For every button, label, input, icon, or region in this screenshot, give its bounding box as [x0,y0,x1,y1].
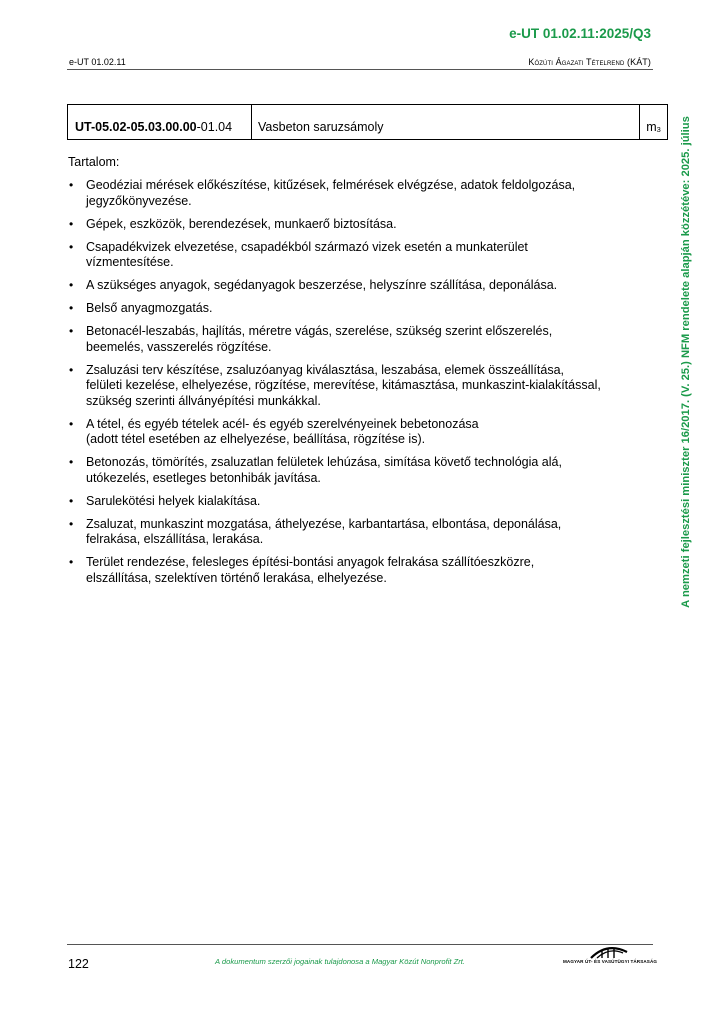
bullet-icon: • [69,324,74,338]
bullet-icon: • [69,178,74,192]
copyright-notice: A dokumentum szerzői jogainak tulajdonosa a Magyar Közút Nonprofit Zrt. [215,957,466,966]
item-code-bold: UT-05.02-05.03.00.00 [75,120,197,134]
list-item-line: Geodéziai mérések előkészítése, kitűzések, felmérések elvégzése, adatok feldolgozása, [86,178,576,192]
item-table [67,104,668,140]
header-left-code: e-UT 01.02.11 [69,57,126,67]
bullet-icon: • [69,362,74,377]
bullet-icon: • [69,301,74,315]
item-name: Vasbeton saruzsámoly [258,120,384,134]
list-item-line: Gépek, eszközök, berendezések, munkaerő biztosítása. [86,216,397,231]
document-code: e-UT 01.02.11:2025/Q3 [509,26,651,41]
page-number: 122 [68,957,89,971]
list-item-line: vízmentesítése. [86,255,174,269]
list-item-line: Betonozás, tömörítés, zsaluzatlan felületek lehúzása, simítása követő technológia alá, [86,455,562,469]
list-item-line: beemelés, vasszerelés rögzítése. [86,339,272,354]
list-item-line: A szükséges anyagok, segédanyagok beszerzése, helyszínre szállítása, deponálása. [86,278,558,292]
publisher-logo [563,944,658,968]
list-item [68,278,643,294]
list-item-line: Betonacél-leszabás, hajlítás, méretre vágás, szerelése, szükség szerint előszerelés, [86,324,553,338]
side-note: A nemzeti fejlesztési miniszter 16/2017. (V. 25.) NFM rendelete alapján közzétéve: 2025. július [680,116,692,608]
list-item [68,417,643,448]
road-arch-logo-icon [589,944,629,960]
content-title: Tartalom: [68,155,120,169]
list-item-line: felrakása, elszállítása, lerakása. [86,532,264,546]
list-item-line: Csapadékvizek elvezetése, csapadékból származó vizek esetén a munkaterület [86,239,528,254]
header-right-title: Közúti Ágazati Tételrend (KÁT) [528,57,651,67]
list-item [68,517,643,548]
list-item-line: Terület rendezése, felesleges építési-bontási anyagok felrakása szállítóeszközre, [86,555,535,569]
list-item-line: (adott tétel esetében az elhelyezése, beállítása, rögzítése is). [86,432,426,446]
list-item [68,240,643,271]
list-item [68,494,643,510]
list-item [68,217,643,233]
item-unit: m [646,120,657,134]
list-item [68,301,643,317]
list-item-line: elszállítása, szelektíven történő lerakása, elhelyezése. [86,570,387,585]
bullet-icon: • [69,516,74,531]
list-item-line: szükség szerinti állványépítési munkákkal. [86,393,321,408]
list-item [68,455,643,486]
list-item [68,555,643,586]
list-item-line: Sarulekötési helyek kialakítása. [86,493,261,508]
bullet-icon: • [69,493,74,508]
list-item-line: jegyzőkönyvezése. [86,193,192,208]
list-item-line: felületi kezelése, elhelyezése, rögzítése, merevítése, kitámasztása, munkaszint-kialakítással, [86,378,601,392]
item-unit-exponent: 3 [656,125,661,134]
item-code-suffix: -01.04 [196,120,233,134]
bullet-icon: • [69,416,74,431]
item-code-cell [68,105,252,139]
list-item-line: A tétel, és egyéb tételek acél- és egyéb szerelvényeinek bebetonozása [86,416,479,431]
list-item-line: Zsaluzási terv készítése, zsaluzóanyag kiválasztása, leszabása, elemek összeállítása, [86,362,565,377]
bullet-icon: • [69,239,74,254]
item-unit-cell [640,105,667,139]
list-item [68,363,643,410]
list-item [68,324,643,355]
list-item-line: utókezelés, esetleges betonhibák javítása. [86,470,321,485]
content-list [68,178,643,594]
bullet-icon: • [69,555,74,569]
list-item-line: Belső anyagmozgatás. [86,301,213,315]
header-rule [67,69,653,70]
bullet-icon: • [69,216,74,231]
list-item-line: Zsaluzat, munkaszint mozgatása, áthelyezése, karbantartása, elbontása, deponálása, [86,516,562,531]
list-item [68,178,643,209]
bullet-icon: • [69,278,74,292]
bullet-icon: • [69,455,74,469]
item-name-cell [252,105,640,139]
logo-text: MAGYAR ÚT- ÉS VASÚTÜGYI TÁRSASÁG [563,959,658,964]
